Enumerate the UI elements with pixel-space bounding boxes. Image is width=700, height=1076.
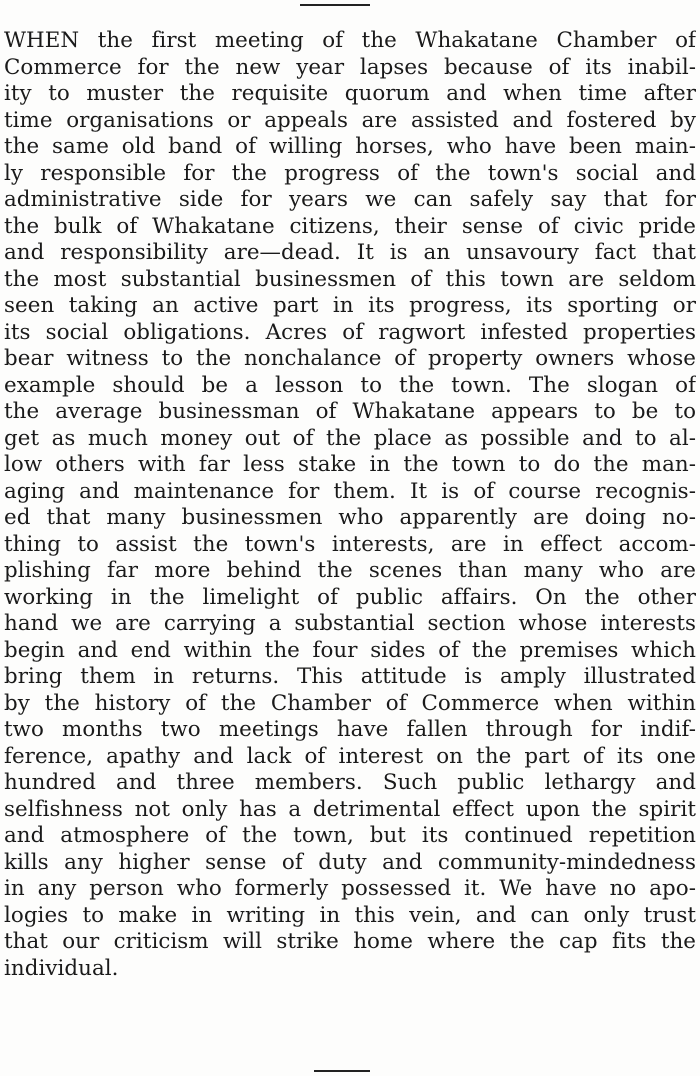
text-line: ed that many businessmen who apparently are doing no- bbox=[4, 505, 696, 530]
text-line: ly responsible for the progress of the town's social and bbox=[4, 160, 696, 186]
text-line: WHEN the first meeting of the Whakatane Chamber of bbox=[4, 28, 696, 53]
text-line: bring them in returns. This attitude is amply illustrated bbox=[4, 664, 696, 689]
text-line: low others with far less stake in the town to do the man- bbox=[4, 452, 696, 477]
text-line: begin and end within the four sides of the premises which bbox=[4, 637, 696, 663]
text-line: ity to muster the requisite quorum and when time after bbox=[4, 81, 696, 106]
text-line: that our criticism will strike home where the cap fits the bbox=[4, 929, 696, 954]
text-line: and atmosphere of the town, but its continued repetition bbox=[4, 823, 696, 848]
text-line: ference, apathy and lack of interest on the part of its one bbox=[4, 743, 696, 769]
text-line: seen taking an active part in its progress, its sporting or bbox=[4, 293, 696, 318]
text-line: thing to assist the town's interests, are in effect accom- bbox=[4, 531, 696, 557]
text-line: bear witness to the nonchalance of property owners whose bbox=[4, 346, 696, 371]
text-line: plishing far more behind the scenes than many who are bbox=[4, 558, 696, 583]
text-line: get as much money out of the place as possible and to al- bbox=[4, 425, 696, 451]
text-line: two months two meetings have fallen through for indif- bbox=[4, 717, 696, 742]
text-line: in any person who formerly possessed it. We have no apo- bbox=[4, 876, 696, 901]
text-line: by the history of the Chamber of Commerce when within bbox=[4, 690, 696, 716]
text-line: time organisations or appeals are assisted and fostered by bbox=[4, 107, 696, 133]
text-line: working in the limelight of public affairs. On the other bbox=[4, 584, 696, 610]
text-line: logies to make in writing in this vein, and can only trust bbox=[4, 902, 696, 928]
text-line: hand we are carrying a substantial section whose interests bbox=[4, 611, 696, 636]
text-line: and responsibility are—dead. It is an unsavoury fact that bbox=[4, 240, 696, 265]
text-line: administrative side for years we can safely say that for bbox=[4, 187, 696, 212]
top-divider-rule bbox=[300, 4, 370, 6]
text-line: example should be a lesson to the town. The slogan of bbox=[4, 372, 696, 398]
text-line: the bulk of Whakatane citizens, their sense of civic pride bbox=[4, 213, 696, 239]
text-line: individual. bbox=[4, 955, 119, 981]
text-line: aging and maintenance for them. It is of course recognis- bbox=[4, 478, 696, 504]
text-line: the same old band of willing horses, who have been main- bbox=[4, 134, 696, 159]
text-line: the most substantial businessmen of this town are seldom bbox=[4, 266, 696, 292]
bottom-divider-rule bbox=[314, 1070, 370, 1072]
text-line: Commerce for the new year lapses because of its inabil- bbox=[4, 54, 696, 80]
text-line: kills any higher sense of duty and community-mindedness bbox=[4, 849, 696, 875]
text-line: the average businessman of Whakatane appears to be to bbox=[4, 399, 696, 424]
text-line: selfishness not only has a detrimental effect upon the spirit bbox=[4, 796, 696, 822]
editorial-paragraph bbox=[4, 28, 696, 982]
text-line: hundred and three members. Such public lethargy and bbox=[4, 770, 696, 795]
text-line: its social obligations. Acres of ragwort infested properties bbox=[4, 319, 696, 345]
